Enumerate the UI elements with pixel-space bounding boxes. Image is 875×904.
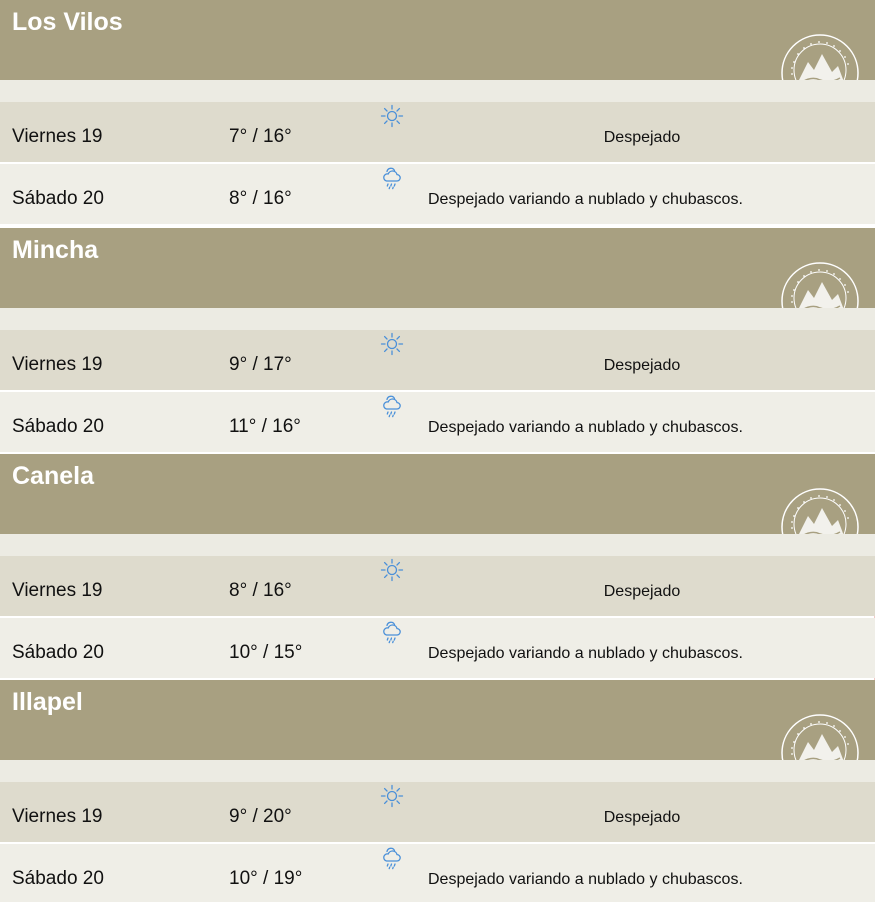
sun-icon xyxy=(380,332,404,356)
location-name: Los Vilos xyxy=(12,8,123,36)
location-panel-mincha xyxy=(0,228,875,454)
forecast-description: Despejado xyxy=(603,583,681,600)
forecast-row xyxy=(0,556,875,616)
location-header-band xyxy=(0,454,875,534)
forecast-temperature: 10° / 19° xyxy=(229,868,303,889)
cloud-rain-icon xyxy=(380,620,404,644)
forecast-row xyxy=(0,164,875,224)
location-panel-illapel xyxy=(0,680,875,904)
forecast-description: Despejado variando a nublado y chubascos. xyxy=(428,871,743,888)
forecast-day: Sábado 20 xyxy=(12,188,104,209)
forecast-row xyxy=(0,102,875,162)
forecast-day: Sábado 20 xyxy=(12,868,104,889)
forecast-day: Sábado 20 xyxy=(12,642,104,663)
location-header-band xyxy=(0,0,875,80)
forecast-day: Viernes 19 xyxy=(12,806,103,827)
location-name: Illapel xyxy=(12,688,83,716)
forecast-row xyxy=(0,618,875,678)
forecast-temperature: 9° / 17° xyxy=(229,354,292,375)
sun-icon xyxy=(380,784,404,808)
forecast-description: Despejado variando a nublado y chubascos. xyxy=(428,419,743,436)
location-name: Canela xyxy=(12,462,94,490)
forecast-row xyxy=(0,392,875,452)
location-name: Mincha xyxy=(12,236,99,264)
cloud-rain-icon xyxy=(380,166,404,190)
forecast-description: Despejado variando a nublado y chubascos. xyxy=(428,191,743,208)
forecast-temperature: 10° / 15° xyxy=(229,642,303,663)
location-header-band xyxy=(0,228,875,308)
forecast-day: Viernes 19 xyxy=(12,126,103,147)
cloud-rain-icon xyxy=(380,394,404,418)
location-panel-canela xyxy=(0,454,875,680)
forecast-temperature: 7° / 16° xyxy=(229,126,292,147)
forecast-row xyxy=(0,844,875,902)
forecast-row xyxy=(0,782,875,842)
header-spacer xyxy=(0,760,875,782)
sun-icon xyxy=(380,104,404,128)
forecast-description: Despejado xyxy=(603,809,681,826)
forecast-row xyxy=(0,330,875,390)
forecast-description: Despejado variando a nublado y chubascos. xyxy=(428,645,743,662)
location-panel-los-vilos xyxy=(0,0,875,228)
forecast-temperature: 11° / 16° xyxy=(229,416,301,437)
forecast-description: Despejado xyxy=(603,357,681,374)
forecast-temperature: 8° / 16° xyxy=(229,580,292,601)
forecast-day: Viernes 19 xyxy=(12,354,103,375)
header-spacer xyxy=(0,534,875,556)
header-spacer xyxy=(0,308,875,330)
sun-icon xyxy=(380,558,404,582)
forecast-day: Sábado 20 xyxy=(12,416,104,437)
header-spacer xyxy=(0,80,875,102)
forecast-temperature: 8° / 16° xyxy=(229,188,292,209)
forecast-day: Viernes 19 xyxy=(12,580,103,601)
location-header-band xyxy=(0,680,875,760)
cloud-rain-icon xyxy=(380,846,404,870)
forecast-temperature: 9° / 20° xyxy=(229,806,292,827)
forecast-description: Despejado xyxy=(603,129,681,146)
